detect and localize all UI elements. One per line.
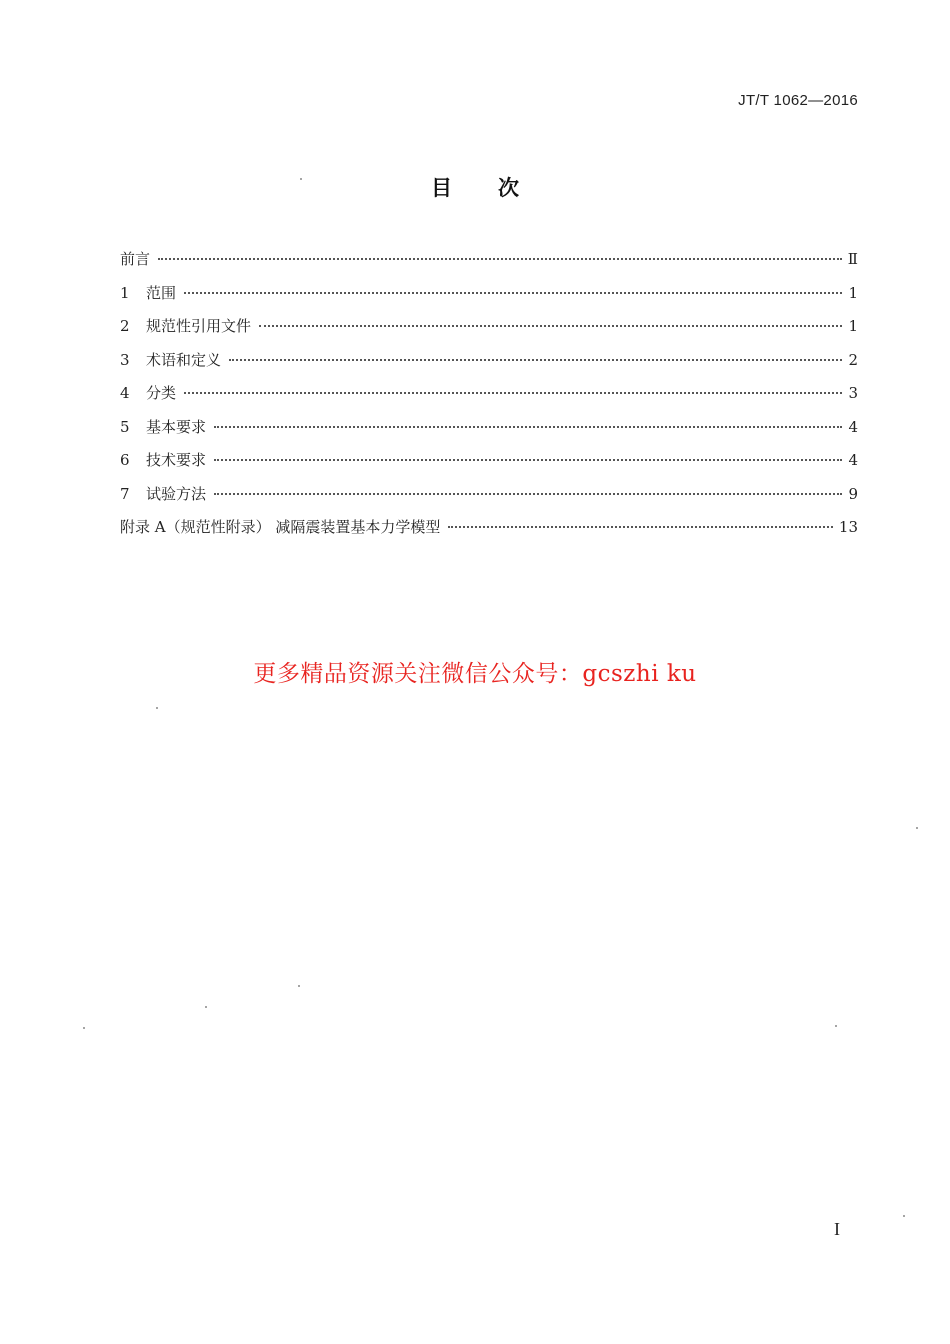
toc-leader-dots <box>184 392 842 394</box>
toc-entry-technical-requirements[interactable] <box>120 449 858 483</box>
toc-entry-number: 6 <box>120 451 130 469</box>
toc-entry-number: 3 <box>120 350 130 369</box>
toc-entry-label: 试验方法 <box>146 484 207 503</box>
toc-entry-number: 2 <box>120 317 130 335</box>
toc-entry-terms-definitions[interactable] <box>120 349 858 383</box>
toc-entry-page: 13 <box>838 518 858 536</box>
toc-entry-number: 7 <box>120 484 130 503</box>
toc-leader-dots <box>158 258 842 260</box>
page-title-part-2: 次 <box>498 176 519 200</box>
toc-entry-label: 规范性引用文件 <box>146 317 252 335</box>
toc-entry-page: 2 <box>848 350 858 369</box>
scan-speck <box>835 1025 837 1027</box>
scan-speck <box>298 985 300 987</box>
toc-entry-normative-references[interactable] <box>120 315 858 349</box>
toc-leader-dots <box>214 493 842 495</box>
scan-speck <box>83 1027 85 1029</box>
toc-leader-dots <box>214 426 842 428</box>
scan-speck <box>916 827 918 829</box>
scan-speck <box>903 1215 905 1217</box>
toc-entry-page: 1 <box>848 317 858 335</box>
toc-leader-dots <box>214 459 842 461</box>
toc-entry-page: 4 <box>848 417 858 436</box>
toc-entry-page: 4 <box>848 451 858 469</box>
toc-entry-page: 3 <box>848 384 858 402</box>
toc-entry-number: 5 <box>120 417 130 436</box>
page-title-part-1: 目 <box>431 176 452 200</box>
toc-entry-label: 技术要求 <box>146 451 207 469</box>
toc-entry-classification[interactable] <box>120 382 858 416</box>
page-number: I <box>834 1219 840 1239</box>
toc-entry-annex-a[interactable] <box>120 516 858 550</box>
toc-leader-dots <box>259 325 842 327</box>
toc-entry-page: 9 <box>848 484 858 503</box>
toc-entry-label: 前言 <box>120 250 151 268</box>
scan-speck <box>300 178 302 180</box>
toc-leader-dots <box>448 526 833 528</box>
toc-entry-label: 基本要求 <box>146 417 207 436</box>
standard-code: JT/T 1062—2016 <box>738 92 858 109</box>
promo-watermark-text: 更多精品资源关注微信公众号：gcszhi ku <box>253 661 697 687</box>
toc-entry-page: Ⅱ <box>847 250 858 268</box>
scan-speck <box>205 1006 207 1008</box>
toc-entry-foreword[interactable] <box>120 248 858 282</box>
page-title <box>0 172 950 202</box>
toc-entry-label: 范围 <box>146 283 177 302</box>
toc-entry-scope[interactable] <box>120 282 858 316</box>
toc-entry-basic-requirements[interactable] <box>120 416 858 450</box>
toc-entry-label: 分类 <box>146 384 177 402</box>
toc-entry-page: 1 <box>848 283 858 302</box>
scan-speck <box>156 707 158 709</box>
toc-leader-dots <box>184 292 842 294</box>
toc-entry-number: 4 <box>120 384 130 402</box>
toc-entry-label: 术语和定义 <box>146 350 222 369</box>
toc-entry-test-methods[interactable] <box>120 483 858 517</box>
toc-leader-dots <box>229 359 842 361</box>
toc-entry-label: 附录 A（规范性附录） 减隔震装置基本力学模型 <box>120 518 441 536</box>
toc-entry-number: 1 <box>120 283 130 302</box>
table-of-contents <box>120 248 858 550</box>
